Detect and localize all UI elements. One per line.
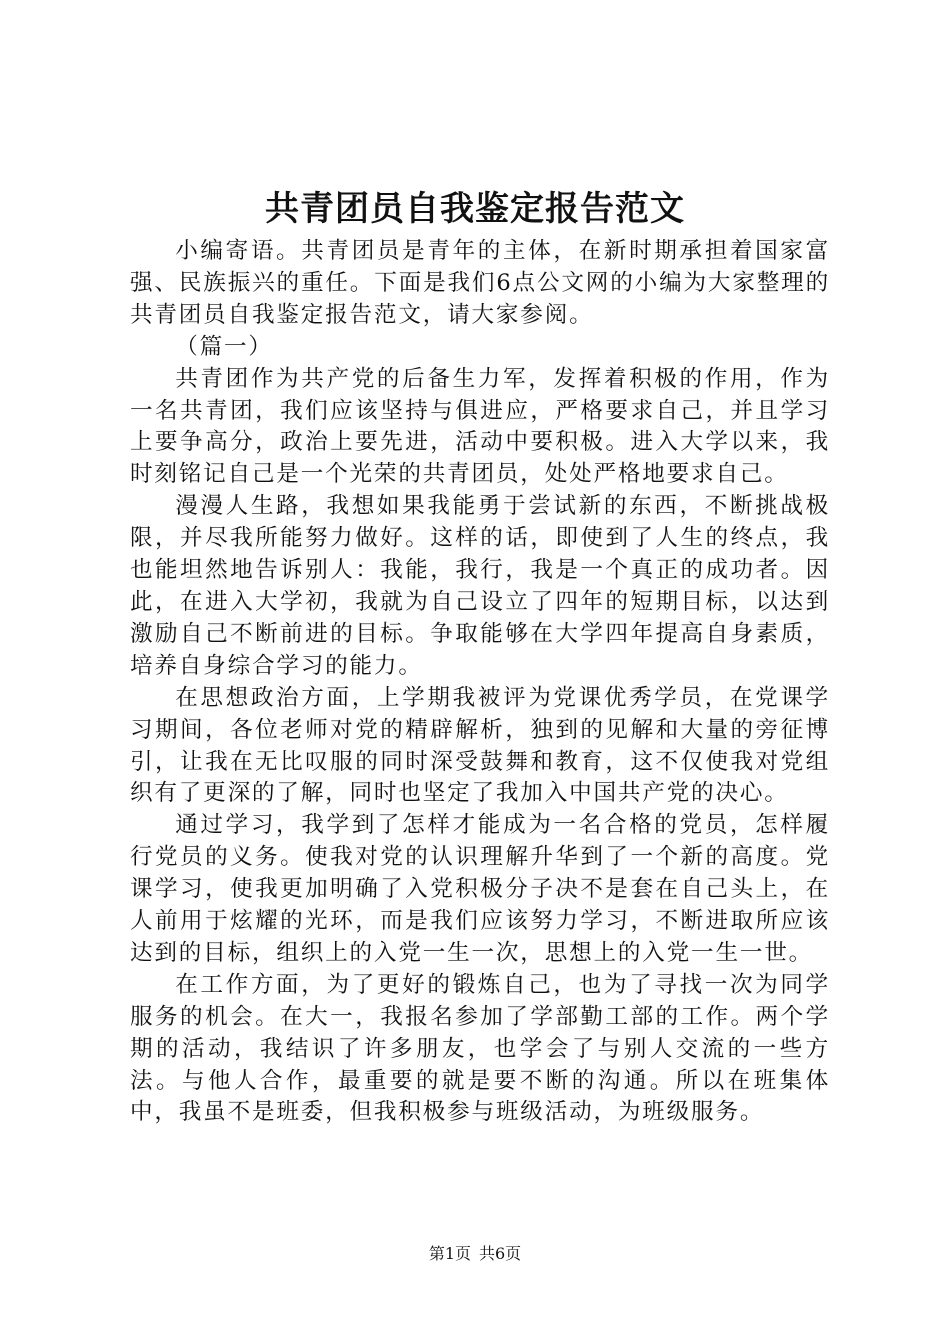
section-heading-part-one: （篇一） xyxy=(175,333,273,360)
paragraph: 在思想政治方面，上学期我被评为党课优秀学员，在党课学习期间，各位老师对党的精辟解析，独到的见解和大量的旁征博引，让我在无比叹服的同时深受鼓舞和教育，这不仅使我对党组织有了更深的了解，同时也坚定了我加入中国共产党的决心。 xyxy=(130,684,830,807)
document-body xyxy=(130,236,830,1129)
paragraph: 在工作方面，为了更好的锻炼自己，也为了寻找一次为同学服务的机会。在大一，我报名参加了学部勤工部的工作。两个学期的活动，我结识了许多朋友，也学会了与别人交流的一些方法。与他人合作，最重要的就是要不断的沟通。所以在班集体中，我虽不是班委，但我积极参与班级活动，为班级服务。 xyxy=(130,971,830,1126)
document-title: 共青团员自我鉴定报告范文 xyxy=(265,189,685,229)
paragraph-intro: 小编寄语。共青团员是青年的主体，在新时期承担着国家富强、民族振兴的重任。下面是我们6点公文网的小编为大家整理的共青团员自我鉴定报告范文，请大家参阅。 xyxy=(130,238,830,328)
paragraph: 漫漫人生路，我想如果我能勇于尝试新的东西，不断挑战极限，并尽我所能努力做好。这样的话，即使到了人生的终点，我也能坦然地告诉别人：我能，我行，我是一个真正的成功者。因此，在进入大学初，我就为自己设立了四年的短期目标，以达到激励自己不断前进的目标。争取能够在大学四年提高自身素质，培养自身综合学习的能力。 xyxy=(130,493,830,679)
page-number-current: 第1页 xyxy=(428,1244,471,1263)
page-number-total: 共6页 xyxy=(479,1244,522,1263)
paragraph: 通过学习，我学到了怎样才能成为一名合格的党员，怎样履行党员的义务。使我对党的认识理解升华到了一个新的高度。党课学习，使我更加明确了入党积极分子决不是套在自己头上，在人前用于炫耀的光环，而是我们应该努力学习，不断进取所应该达到的目标，组织上的入党一生一次，思想上的入党一生一世。 xyxy=(130,812,830,966)
page-footer xyxy=(0,1243,950,1265)
paragraph: 共青团作为共产党的后备生力军，发挥着积极的作用，作为一名共青团，我们应该坚持与俱进应，严格要求自己，并且学习上要争高分，政治上要先进，活动中要积极。进入大学以来，我时刻铭记自己是一个光荣的共青团员，处处严格地要求自己。 xyxy=(130,365,830,488)
